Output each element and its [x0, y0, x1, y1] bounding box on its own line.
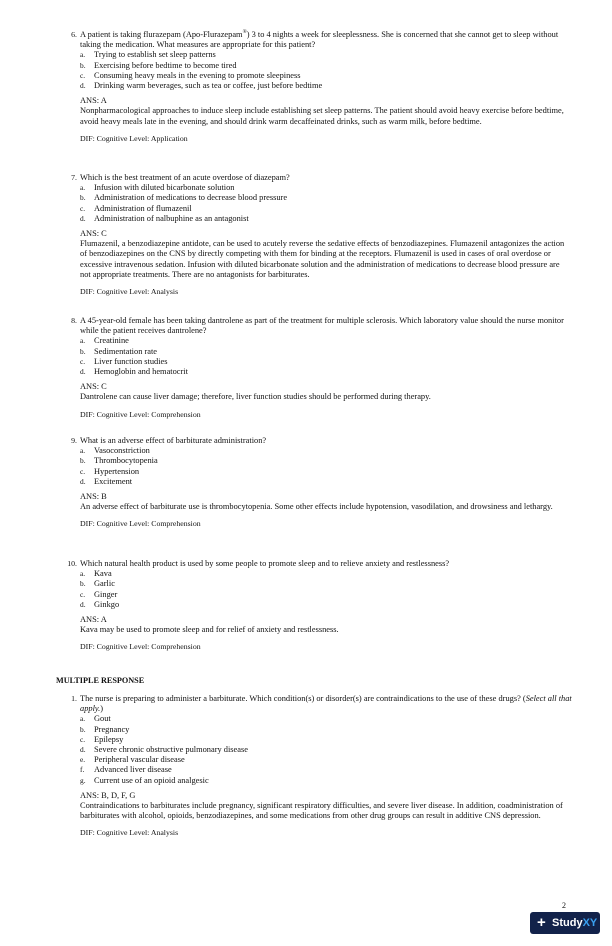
- option: a. Gout: [80, 714, 111, 724]
- rationale: An adverse effect of barbiturate use is thrombocytopenia. Some other effects include hypotension, vasodilation, and drowsiness and lethargy.: [80, 502, 553, 512]
- option: f. Advanced liver disease: [80, 765, 172, 775]
- question-9: [56, 436, 572, 530]
- rationale: Flumazenil, a benzodiazepine antidote, can be used to acutely reverse the sedative effects of benzodiazepines. Flumazenil antagonizes the action of benzodiazepines on the CNS by directly competing with them for binding at the receptors. Flumazenil is used in cases of oral overdose or excessive intravenous sedation. Infusion with diluted bicarbonate solution and the administration of medications to decrease blood pressure are not appropriate treatments. There are no antagonists for barbiturates.: [80, 239, 565, 279]
- answer-key: ANS: B, D, F, G: [80, 790, 136, 800]
- option: d. Severe chronic obstructive pulmonary disease: [80, 745, 248, 755]
- question-stem: Which is the best treatment of an acute overdose of diazepam?: [80, 173, 290, 182]
- option: d. Administration of nalbuphine as an antagonist: [80, 213, 249, 223]
- answer-options: [80, 569, 572, 610]
- option: d. Hemoglobin and hematocrit: [80, 367, 188, 377]
- multiple-response-question-1: [56, 694, 572, 839]
- option: b. Thrombocytopenia: [80, 456, 158, 466]
- answer-options: [80, 714, 572, 785]
- answer-options: [80, 50, 572, 91]
- brand-name: StudyXY: [552, 917, 598, 929]
- question-number: 9.: [71, 436, 77, 445]
- answer-key: ANS: A: [80, 96, 107, 106]
- option: a. Kava: [80, 569, 112, 579]
- section-title: MULTIPLE RESPONSE: [56, 676, 145, 685]
- question-6: [56, 30, 572, 144]
- rationale: Contraindications to barbiturates include pregnancy, significant respiratory difficulties, and severe liver disease. In addition, coadministration of barbiturates with alcohol, opioids, benzodiazepines, and some medications from other drug groups can result in additive CNS depression.: [80, 801, 563, 821]
- option: c. Liver function studies: [80, 356, 168, 366]
- option: d. Drinking warm beverages, such as tea or coffee, just before bedtime: [80, 81, 323, 91]
- option: d. Excitement: [80, 476, 133, 486]
- difficulty-level: DIF: Cognitive Level: Comprehension: [80, 519, 201, 529]
- rationale: Dantrolene can cause liver damage; therefore, liver function studies should be performed during therapy.: [80, 392, 431, 402]
- plus-icon: +: [537, 914, 546, 931]
- question-stem: The nurse is preparing to administer a barbiturate. Which condition(s) or disorder(s) are contraindications to the use of these drugs? (Select all that apply.): [80, 694, 572, 714]
- question-number: 1.: [71, 694, 77, 703]
- option: b. Exercising before bedtime to become tired: [80, 60, 237, 70]
- difficulty-level: DIF: Cognitive Level: Analysis: [80, 287, 179, 297]
- answer-key: ANS: C: [80, 229, 107, 239]
- answer-options: [80, 336, 572, 377]
- option: d. Ginkgo: [80, 599, 120, 609]
- option: e. Peripheral vascular disease: [80, 755, 185, 765]
- rationale: Nonpharmacological approaches to induce sleep include establishing set sleep patterns. The patient should avoid heavy exercise before bedtime, avoid heavy meals late in the evening, and should drink warm decaffeinated drinks, such as warm milk, before bedtime.: [80, 106, 564, 126]
- rationale: Kava may be used to promote sleep and for relief of anxiety and restlessness.: [80, 625, 339, 635]
- difficulty-level: DIF: Cognitive Level: Comprehension: [80, 409, 201, 419]
- option: a. Vasoconstriction: [80, 446, 150, 456]
- option: c. Epilepsy: [80, 734, 124, 744]
- question-7: [56, 173, 572, 297]
- option: g. Current use of an opioid analgesic: [80, 775, 209, 785]
- option: a. Infusion with diluted bicarbonate solution: [80, 183, 235, 193]
- answer-options: [80, 183, 572, 224]
- difficulty-level: DIF: Cognitive Level: Analysis: [80, 828, 179, 838]
- question-number: 8.: [71, 316, 77, 325]
- question-stem: A 45-year-old female has been taking dantrolene as part of the treatment for multiple sclerosis. Which laboratory value should the nurse monitor while the patient receives dantrolene?: [80, 316, 564, 336]
- option: b. Garlic: [80, 579, 115, 589]
- question-number: 10.: [67, 559, 77, 568]
- option: b. Pregnancy: [80, 724, 130, 734]
- question-stem: A patient is taking flurazepam (Apo-Flurazepam®) 3 to 4 nights a week for sleeplessness. She is concerned that she cannot get to sleep without taking the medication. What measures are appropriate for this patient?: [80, 29, 559, 50]
- option: a. Creatinine: [80, 336, 129, 346]
- answer-options: [80, 446, 572, 487]
- option: c. Consuming heavy meals in the evening to promote sleepiness: [80, 70, 301, 80]
- page-number: 2: [562, 901, 566, 910]
- question-10: [56, 559, 572, 653]
- question-8: [56, 316, 572, 420]
- question-stem: What is an adverse effect of barbiturate administration?: [80, 436, 267, 445]
- answer-key: ANS: C: [80, 382, 107, 392]
- option: a. Trying to establish set sleep patterns: [80, 50, 216, 60]
- studyxy-logo[interactable]: [530, 912, 600, 934]
- option: c. Administration of flumazenil: [80, 203, 192, 213]
- option: b. Administration of medications to decrease blood pressure: [80, 193, 288, 203]
- option: c. Ginger: [80, 589, 118, 599]
- question-number: 7.: [71, 173, 77, 182]
- option: b. Sedimentation rate: [80, 346, 158, 356]
- difficulty-level: DIF: Cognitive Level: Comprehension: [80, 642, 201, 652]
- question-stem: Which natural health product is used by some people to promote sleep and to relieve anxiety and restlessness?: [80, 559, 450, 568]
- answer-key: ANS: A: [80, 615, 107, 625]
- option: c. Hypertension: [80, 466, 140, 476]
- difficulty-level: DIF: Cognitive Level: Application: [80, 133, 188, 143]
- question-number: 6.: [71, 30, 77, 39]
- answer-key: ANS: B: [80, 492, 107, 502]
